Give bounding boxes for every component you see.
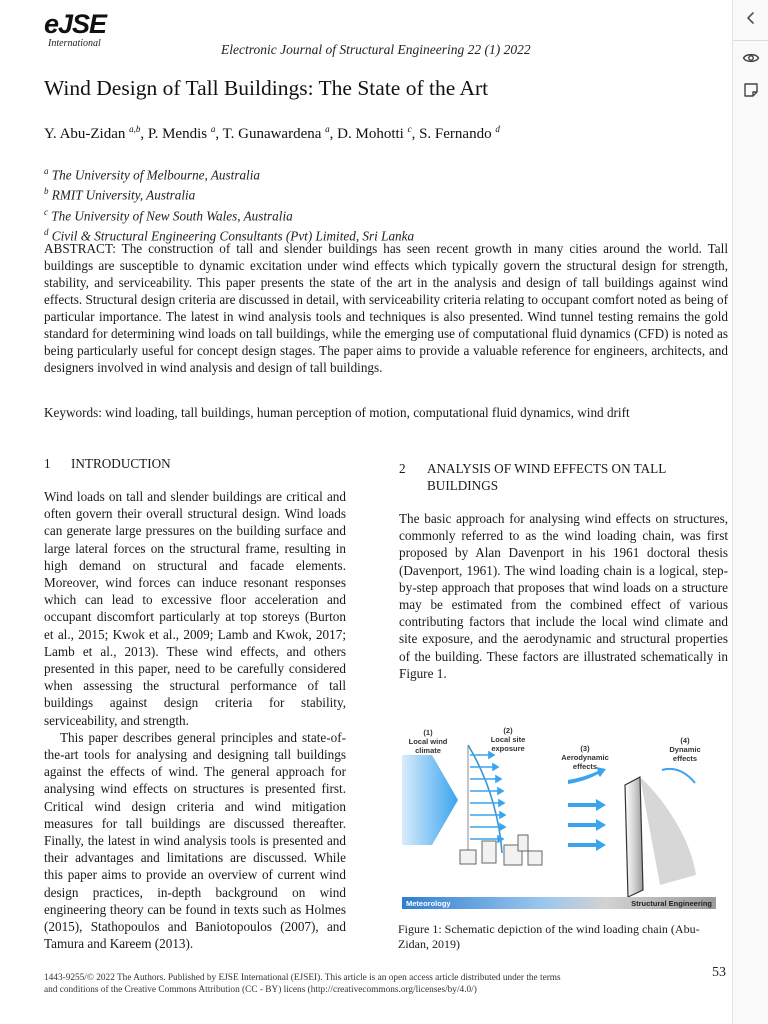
affiliation — [44, 204, 414, 224]
author-separator: , — [140, 126, 148, 142]
affiliation-text: Civil & Structural Engineering Consultants (Pvt) Limited, Sri Lanka — [48, 228, 415, 244]
affiliation — [44, 183, 414, 203]
label-1-num: (1) — [423, 728, 433, 737]
affiliation-list — [44, 163, 414, 245]
chevron-left-icon[interactable] — [733, 0, 768, 36]
author-affiliation-mark: a — [210, 124, 216, 134]
label-2-line2: exposure — [491, 744, 525, 753]
label-4-line2: effects — [672, 754, 698, 763]
author-separator: , — [215, 126, 223, 142]
bar-label-structural-engineering: Structural Engineering — [631, 899, 712, 908]
label-4-line1: Dynamic — [669, 745, 701, 754]
figure-caption: Figure 1: Schematic depiction of the wind loading chain (Abu-Zidan, 2019) — [398, 922, 700, 951]
author-separator: , — [411, 126, 420, 142]
viewer-sidebar — [732, 0, 768, 1024]
tower-building — [625, 777, 643, 897]
label-2-num: (2) — [503, 726, 513, 735]
affiliation-mark: d — [44, 227, 49, 238]
paragraph: The basic approach for analysing wind effects on structures, commonly referred to as the wind loading chain, was first proposed by Alan Davenport in his 1961 doctoral thesis (Davenport, 1961). The wind loading chain is a logical, step-by-step approach that proposes that wind loads on a structure may be estimated from the combined effect of various contributing factors that include the local wind climate and site exposure, and the aerodynamic and structural properties of the building. These factors are illustrated schematically in Figure 1. — [399, 511, 728, 681]
section-number: 2 — [399, 461, 406, 476]
dynamic-curve-arrow — [662, 769, 695, 783]
affiliation-text: The University of Melbourne, Australia — [48, 167, 260, 183]
bar-label-meteorology: Meteorology — [406, 899, 451, 908]
figure-wind-loading-chain — [400, 725, 718, 913]
section-title: ANALYSIS OF WIND EFFECTS ON TALL — [427, 461, 667, 476]
logo-main: eJSE — [44, 9, 107, 39]
affiliation-mark: c — [44, 206, 48, 217]
journal-name: Electronic Journal of Structural Engineering 22 (1) 2022 — [221, 42, 531, 57]
footer-line: and conditions of the Creative Commons Attribution (CC - BY) licens (http://creativecommons.org/licenses/by/4.0/) — [44, 985, 477, 995]
affiliation-text: RMIT University, Australia — [48, 187, 196, 203]
section-title-continued: BUILDINGS — [427, 478, 499, 493]
author-name: D. Mohotti — [337, 126, 408, 142]
label-1-line1: Local wind — [408, 737, 448, 746]
keywords: Keywords: wind loading, tall buildings, human perception of motion, computational fluid dynamics, wind drift — [44, 405, 630, 420]
column-right — [399, 510, 728, 682]
author-affiliation-mark: a — [325, 124, 330, 134]
affiliation-mark: b — [44, 186, 49, 197]
section-title: INTRODUCTION — [71, 456, 171, 471]
abstract: ABSTRACT: The construction of tall and slender buildings has seen recent growth in many cities around the world. Tall buildings are susceptible to dynamic excitation under wind effects which typically govern the structural design for strength, stability, and serviceability. This paper presents the state of the art in the analysis and design of tall buildings against wind effects. Structural design criteria are discussed in detail, with serviceability criteria relating to occupant comfort noted as being of particular importance. The latest in wind analysis tools and techniques is also presented. Wind tunnel testing remains the gold standard for determining wind loads on tall buildings, while the emerging use of computational fluid dynamics (CFD) is noted as being particularly useful for concept design stages. The paper aims to provide a valuable reference for engineers, architects, and designers involved in wind analysis and design of tall buildings. — [44, 241, 728, 375]
label-3-line1: Aerodynamic — [561, 753, 609, 762]
paragraph: Wind loads on tall and slender buildings are critical and often govern their overall structural design. Wind loads can generate large pressures on the building surface and large lateral forces on the structural frame, resulting in high demand on structural and facade elements. Moreover, wind forces can induce resonant responses which can lead to excessive floor acceleration and occupant discomfort particularly at top storeys (Burton et al., 2015; Kwok et al., 2009; Lamb and Kwok, 2017; Lamb et al., 2013). These wind effects, and others presented in this paper, need to be carefully considered when assessing the structural performance of tall buildings against design criteria for stability, serviceability, and strength. — [44, 489, 346, 728]
logo-sub: International — [48, 38, 101, 49]
page-footer — [44, 972, 654, 996]
section-number: 1 — [44, 456, 51, 471]
note-icon[interactable] — [733, 72, 768, 108]
footer-line: 1443-9255/© 2022 The Authors. Published by EJSE International (EJSEI). This article is an open access article distributed under the terms — [44, 973, 561, 983]
paper-title: Wind Design of Tall Buildings: The State of the Art — [44, 76, 489, 100]
journal-logo — [44, 10, 106, 50]
tower-deflection — [640, 777, 696, 885]
section-2-heading — [399, 460, 666, 494]
label-1-line2: climate — [415, 746, 441, 755]
author-separator: , — [329, 126, 338, 142]
affiliation — [44, 163, 414, 183]
column-left — [44, 488, 346, 952]
page-number: 53 — [712, 965, 726, 980]
author-affiliation-mark: c — [407, 124, 412, 134]
affiliation-text: The University of New South Wales, Australia — [48, 208, 293, 224]
figure-diagram — [400, 725, 718, 913]
profile-arrows — [470, 752, 505, 842]
local-wind-arrow — [402, 755, 458, 845]
author-name: P. Mendis — [147, 126, 211, 142]
section-1-heading — [44, 455, 171, 472]
paragraph: This paper describes general principles and state-of-the-art tools for analysing and designing tall buildings against the effects of wind. The general approach for analysing wind effects on structures is presented first. Critical wind design criteria and wind mitigation measures for tall buildings are discussed thereafter. Finally, the latest in wind analysis tools is presented and their advantages and limitations are discussed. While this paper aims to provide an overview of current wind design practices, in-depth background on wind engineering theory can be found in texts such as Holmes (2015), Stathopoulos and Baniotopoulos (2007), and Tamura and Kareem (2013). — [44, 729, 346, 952]
author-name: Y. Abu-Zidan — [44, 126, 130, 142]
label-3-num: (3) — [580, 744, 590, 753]
author-list — [44, 124, 500, 143]
author-name: T. Gunawardena — [222, 126, 326, 142]
author-affiliation-mark: a,b — [129, 124, 141, 134]
eye-icon[interactable] — [733, 40, 768, 76]
aerodynamic-arrows — [568, 767, 606, 851]
author-name: S. Fernando — [419, 126, 496, 142]
affiliation-mark: a — [44, 166, 49, 176]
author-affiliation-mark: d — [495, 124, 500, 134]
label-3-line2: effects — [572, 762, 598, 771]
label-2-line1: Local site — [490, 735, 526, 744]
wind-profile-curve — [468, 745, 502, 853]
label-4-num: (4) — [680, 736, 690, 745]
